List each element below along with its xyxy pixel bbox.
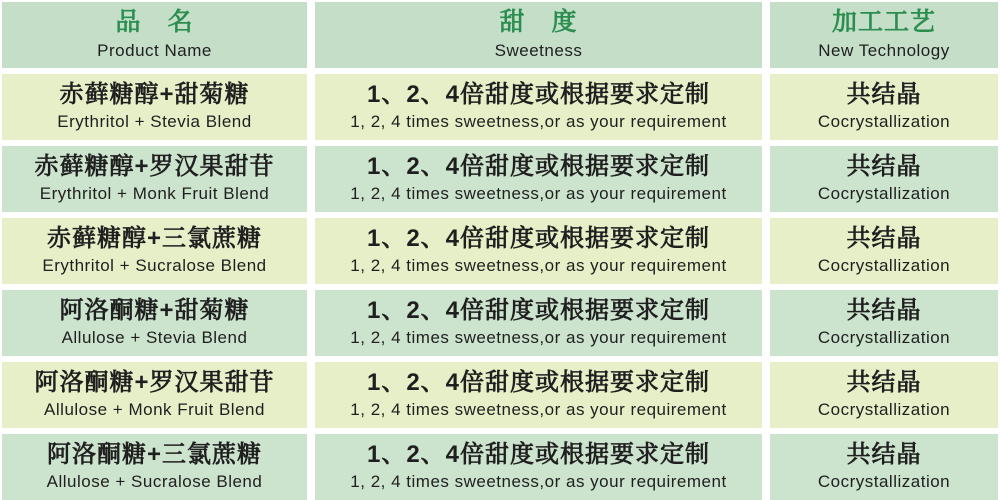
product-name-cell xyxy=(2,218,307,284)
sweetness-en: 1, 2, 4 times sweetness,or as your requirement xyxy=(350,112,727,132)
product-name-zh: 阿洛酮糖+罗汉果甜苷 xyxy=(34,368,275,396)
sweetness-en: 1, 2, 4 times sweetness,or as your requirement xyxy=(350,184,727,204)
technology-zh: 共结晶 xyxy=(846,224,922,252)
header-product-name-en: Product Name xyxy=(97,40,212,60)
header-product-name-zh: 品 名 xyxy=(115,8,194,37)
product-name-zh: 赤藓糖醇+甜菊糖 xyxy=(59,80,250,108)
technology-zh: 共结晶 xyxy=(846,368,922,396)
technology-cell xyxy=(770,362,998,428)
technology-zh: 共结晶 xyxy=(846,152,922,180)
product-name-en: Allulose + Sucralose Blend xyxy=(46,472,263,492)
technology-zh: 共结晶 xyxy=(846,440,922,468)
sweetness-zh: 1、2、4倍甜度或根据要求定制 xyxy=(366,224,711,252)
sweetness-zh: 1、2、4倍甜度或根据要求定制 xyxy=(366,152,711,180)
header-sweetness-en: Sweetness xyxy=(494,40,583,60)
product-name-cell xyxy=(2,362,307,428)
technology-cell xyxy=(770,290,998,356)
sweetness-zh: 1、2、4倍甜度或根据要求定制 xyxy=(366,80,711,108)
technology-cell xyxy=(770,218,998,284)
sweetness-cell xyxy=(315,290,762,356)
product-name-cell xyxy=(2,290,307,356)
sweetness-cell xyxy=(315,146,762,212)
sweetness-cell xyxy=(315,74,762,140)
sweetness-en: 1, 2, 4 times sweetness,or as your requirement xyxy=(350,472,727,492)
technology-zh: 共结晶 xyxy=(846,80,922,108)
header-product-name xyxy=(2,2,307,68)
sweetness-cell xyxy=(315,218,762,284)
technology-cell xyxy=(770,434,998,500)
sweetness-cell xyxy=(315,362,762,428)
product-name-en: Erythritol + Sucralose Blend xyxy=(42,256,267,276)
technology-en: Cocrystallization xyxy=(817,256,951,276)
technology-en: Cocrystallization xyxy=(817,400,951,420)
sweetness-zh: 1、2、4倍甜度或根据要求定制 xyxy=(366,440,711,468)
product-name-en: Erythritol + Stevia Blend xyxy=(57,112,252,132)
technology-cell xyxy=(770,146,998,212)
header-sweetness-zh: 甜 度 xyxy=(499,8,578,37)
product-name-cell xyxy=(2,434,307,500)
sweetness-en: 1, 2, 4 times sweetness,or as your requirement xyxy=(350,328,727,348)
header-technology xyxy=(770,2,998,68)
sweetness-zh: 1、2、4倍甜度或根据要求定制 xyxy=(366,368,711,396)
technology-en: Cocrystallization xyxy=(817,328,951,348)
sweetness-en: 1, 2, 4 times sweetness,or as your requirement xyxy=(350,256,727,276)
product-name-cell xyxy=(2,74,307,140)
technology-en: Cocrystallization xyxy=(817,112,951,132)
technology-en: Cocrystallization xyxy=(817,184,951,204)
header-technology-zh: 加工工艺 xyxy=(831,8,936,37)
product-name-cell xyxy=(2,146,307,212)
technology-cell xyxy=(770,74,998,140)
product-name-zh: 阿洛酮糖+甜菊糖 xyxy=(59,296,250,324)
product-name-zh: 赤藓糖醇+罗汉果甜苷 xyxy=(34,152,275,180)
header-sweetness xyxy=(315,2,762,68)
product-name-zh: 赤藓糖醇+三氯蔗糖 xyxy=(46,224,262,252)
sweetness-zh: 1、2、4倍甜度或根据要求定制 xyxy=(366,296,711,324)
product-name-en: Allulose + Stevia Blend xyxy=(61,328,248,348)
sweetness-cell xyxy=(315,434,762,500)
product-name-en: Erythritol + Monk Fruit Blend xyxy=(39,184,270,204)
sweetness-en: 1, 2, 4 times sweetness,or as your requirement xyxy=(350,400,727,420)
technology-en: Cocrystallization xyxy=(817,472,951,492)
header-technology-en: New Technology xyxy=(818,40,950,60)
product-name-zh: 阿洛酮糖+三氯蔗糖 xyxy=(46,440,262,468)
technology-zh: 共结晶 xyxy=(846,296,922,324)
product-name-en: Allulose + Monk Fruit Blend xyxy=(44,400,265,420)
